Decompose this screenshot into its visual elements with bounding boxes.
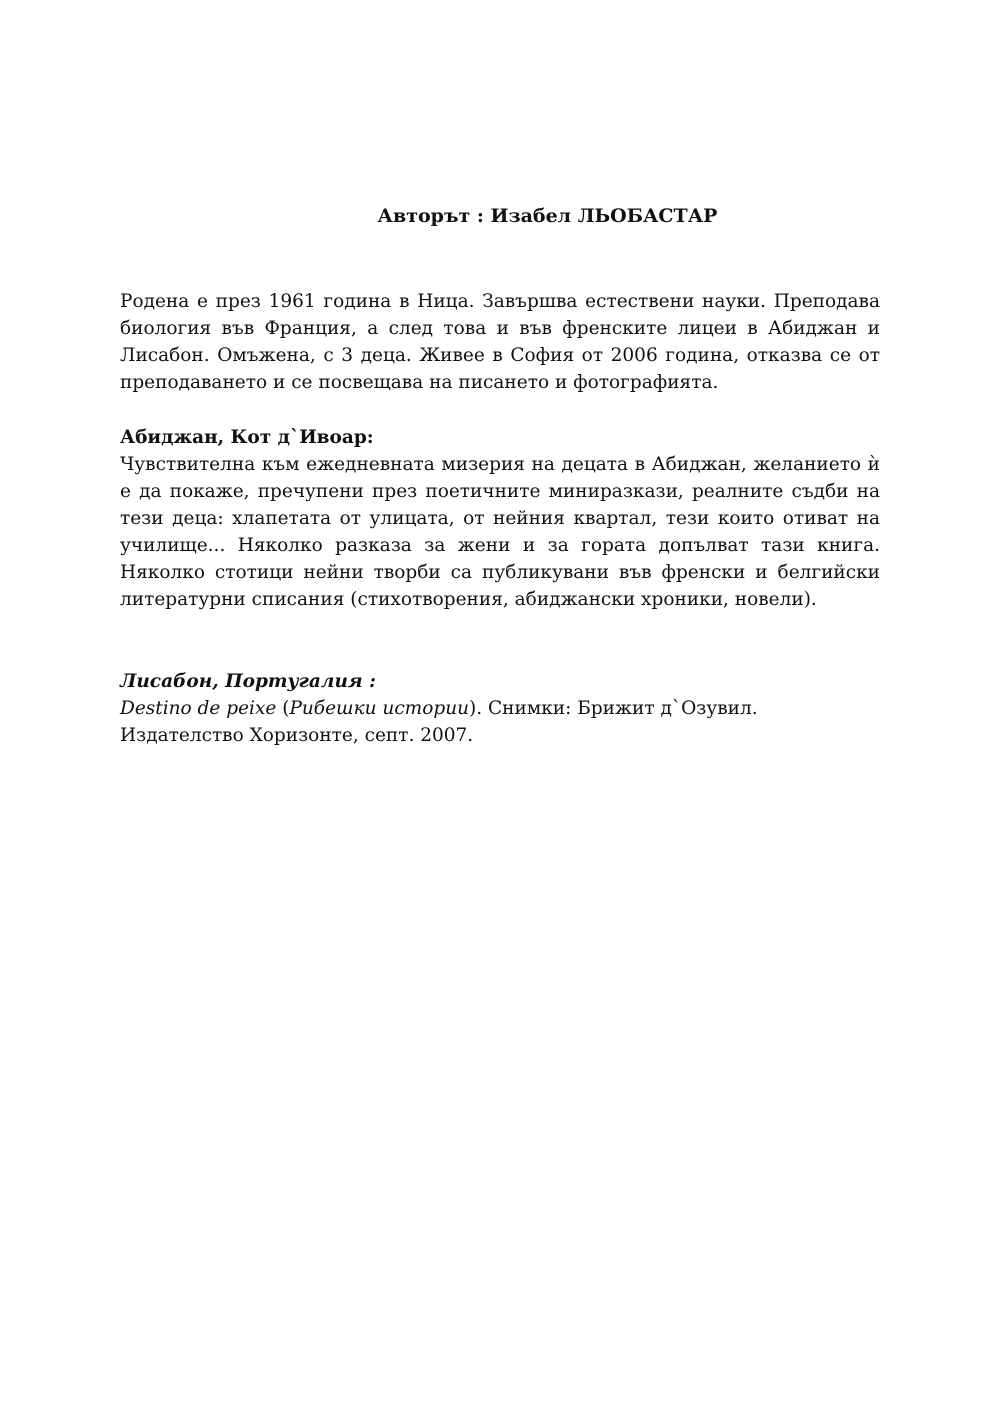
abidjan-heading: Абиджан, Кот д`Ивоар: xyxy=(120,427,374,448)
book-paren-open: ( xyxy=(276,698,290,719)
book-translation: Рибешки истории xyxy=(289,698,470,719)
lisbon-book-line xyxy=(120,695,880,722)
abidjan-section xyxy=(120,424,880,613)
book-photos-credit: ). Снимки: Брижит д`Озувил. xyxy=(469,698,758,719)
page-title: Авторът : Изабел ЛЬОБАСТАР xyxy=(377,205,718,227)
lisbon-section xyxy=(120,668,880,749)
book-title: Destino de peixe xyxy=(120,698,277,719)
lisbon-heading: Лисабон, Португалия : xyxy=(120,671,376,692)
lisbon-publisher-line: Издателство Хоризонте, септ. 2007. xyxy=(120,725,474,746)
abidjan-paragraph: Чувствителна към ежедневната мизерия на децата в Абиджан, желанието ѝ е да покаже, пречупени през поетичните миниразкази, реалните съдби на тези деца: хлапетата от улицата, от нейния квартал, тези които отиват на училище... Няколко разказа за жени и за гората допълват тази книга. Няколко стотици нейни творби са публикувани във френски и белгийски литературни списания (стихотворения, абиджански хроники, новели). xyxy=(120,454,880,610)
author-bio-paragraph: Родена е през 1961 година в Ница. Завършва естествени науки. Преподава биология във Франция, а след това и във френските лицеи в Абиджан и Лисабон. Омъжена, с 3 деца. Живее в София от 2006 година, отказва се от преподаването и се посвещава на писането и фотографията. xyxy=(120,291,880,393)
